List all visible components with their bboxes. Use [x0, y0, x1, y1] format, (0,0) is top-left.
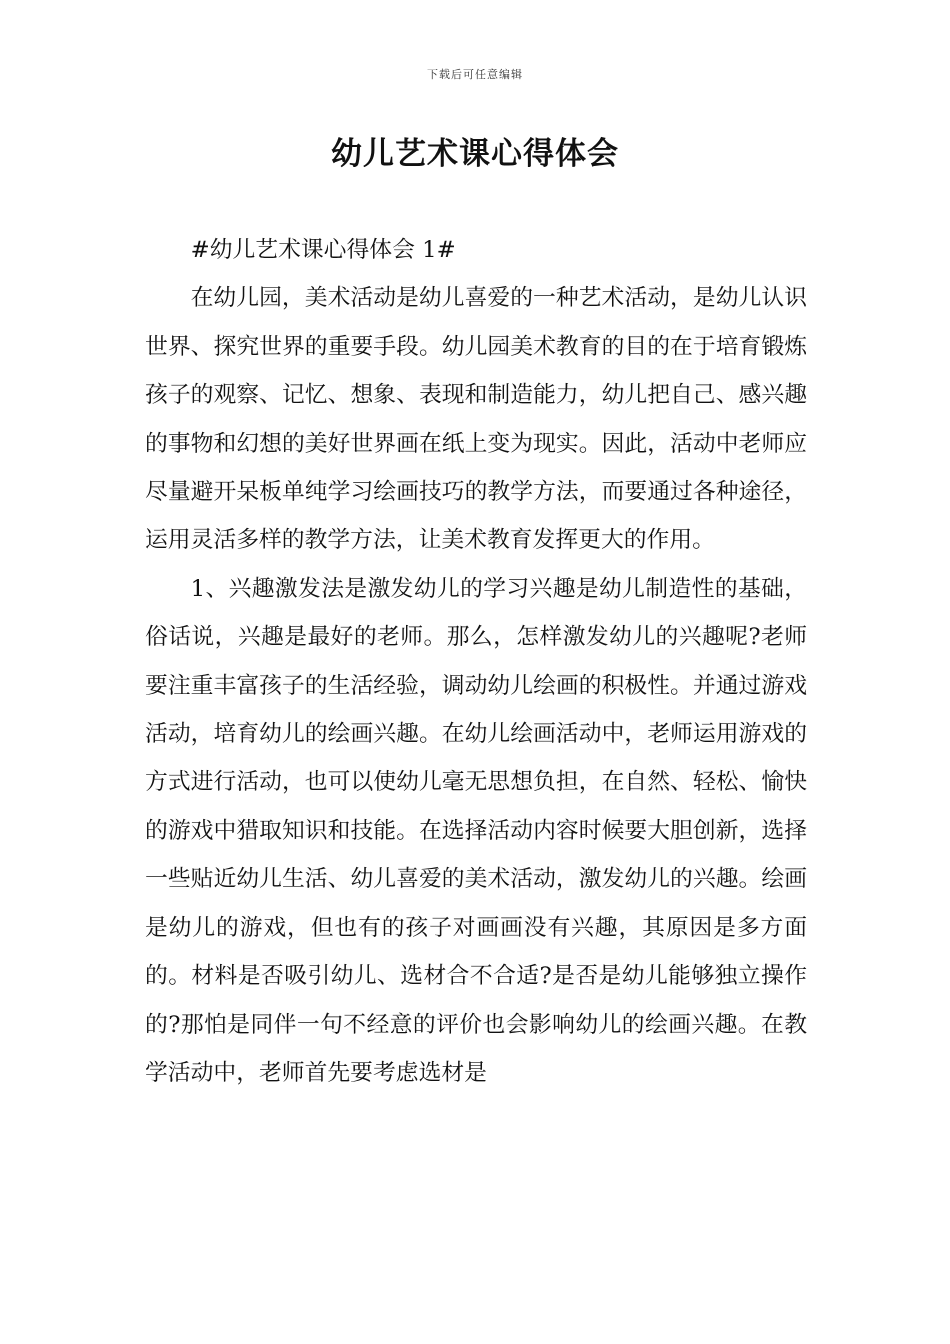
header-note: 下载后可任意编辑 [427, 68, 523, 81]
document-body [145, 226, 807, 1097]
paragraph-intro: 在幼儿园，美术活动是幼儿喜爱的一种艺术活动，是幼儿认识世界、探究世界的重要手段。幼儿园美术教育的目的在于培育锻炼孩子的观察、记忆、想象、表现和制造能力，幼儿把自己、感兴趣的事物和幻想的美好世界画在纸上变为现实。因此，活动中老师应尽量避开呆板单纯学习绘画技巧的教学方法，而要通过各种途径，运用灵活多样的教学方法，让美术教育发挥更大的作用。 [145, 285, 807, 554]
section-heading: #幼儿艺术课心得体会 1# [190, 237, 456, 263]
paragraph-interest-method: 1、兴趣激发法是激发幼儿的学习兴趣是幼儿制造性的基础，俗话说，兴趣是最好的老师。那么，怎样激发幼儿的兴趣呢?老师要注重丰富孩子的生活经验，调动幼儿绘画的积极性。并通过游戏活动，培育幼儿的绘画兴趣。在幼儿绘画活动中，老师运用游戏的方式进行活动，也可以使幼儿毫无思想负担，在自然、轻松、愉快的游戏中猎取知识和技能。在选择活动内容时候要大胆创新，选择一些贴近幼儿生活、幼儿喜爱的美术活动，激发幼儿的兴趣。绘画是幼儿的游戏，但也有的孩子对画画没有兴趣，其原因是多方面的。材料是否吸引幼儿、选材合不合适?是否是幼儿能够独立操作的?那怕是同伴一句不经意的评价也会影响幼儿的绘画兴趣。在教学活动中，老师首先要考虑选材是 [145, 575, 807, 1086]
document-title: 幼儿艺术课心得体会 [331, 136, 619, 172]
